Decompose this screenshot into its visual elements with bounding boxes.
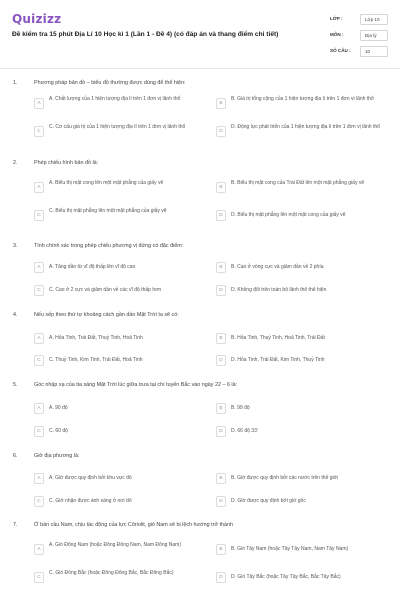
class-label: LỚP : <box>330 16 343 21</box>
option-text: D. Động lực phát triển của 1 hiện tượng địa lí trên 1 đơn vị lãnh thổ <box>231 124 380 130</box>
option-letter: A <box>34 98 44 109</box>
option-text: C. Thuỷ Tinh, Kim Tinh, Trái Đất, Hoả Tinh <box>49 357 143 363</box>
worksheet-meta <box>330 13 388 61</box>
option-letter: A <box>34 473 44 484</box>
option-text: C. Cao ở 2 cực và giảm dần về các vĩ độ thấp hơn <box>49 287 162 293</box>
quizizz-logo: Quizizz <box>12 12 62 26</box>
option-text: A. Hỏa Tinh, Trái Đất, Thuỷ Tinh, Hoả Tinh <box>49 335 143 341</box>
option-letter: D <box>216 210 226 221</box>
option-letter: D <box>216 355 226 366</box>
worksheet-title: Đề kiểm tra 15 phút Địa Lí 10 Học kì 1 (Lần 1 - Đề 4) (có đáp án và thang điểm chi tiết) <box>12 31 279 38</box>
option-text: D. Biểu thị mặt phẳng lên một mặt cong của giấy vẽ <box>231 212 346 218</box>
class-field <box>330 13 388 29</box>
option-text: C. Cơ cấu giá trị của 1 hiện tượng địa lí trên 1 đơn vị lãnh thổ <box>49 124 186 130</box>
question-number: 7. <box>13 522 18 528</box>
option-text: D. Giờ được quy định bởi giờ gốc <box>231 498 306 504</box>
option-letter: B <box>216 544 226 555</box>
option-letter: B <box>216 98 226 109</box>
option-letter: C <box>34 210 44 221</box>
question-text: Nếu xếp theo thứ tự khoảng cách gần dần Mặt Trời ta sẽ có: <box>34 312 179 318</box>
option-text: C. Gió Đông Bắc (hoặc Đông Đông Bắc, Bắc Đông Bắc) <box>49 570 174 576</box>
option-text: B. Gió Tây Nam (hoặc Tây Tây Nam, Nam Tây Nam) <box>231 546 349 552</box>
option-text: D. Gió Tây Bắc (hoặc Tây Tây Bắc, Bắc Tây Bắc) <box>231 574 341 580</box>
option-letter: D <box>216 496 226 507</box>
option-letter: C <box>34 285 44 296</box>
subject-value: Địa lý <box>360 30 388 41</box>
option-text: D. 66 độ 33' <box>231 428 258 434</box>
question-text: Phương pháp bản đồ – biểu đồ thường được dùng để thể hiện: <box>34 80 186 86</box>
option-text: B. Hỏa Tinh, Thuỷ Tinh, Hoả Tinh, Trái Đất <box>231 335 325 341</box>
option-text: B. Giá trị tổng cộng của 1 hiện tượng địa lí trên 1 đơn vị lãnh thổ <box>231 96 374 102</box>
subject-field <box>330 29 388 45</box>
option-text: C. Giờ nhận được ánh sáng ở nơi đó <box>49 498 132 504</box>
question-text: Tính chính xác trong phép chiếu phương vị đứng có đặc điểm: <box>34 243 184 249</box>
option-letter: B <box>216 473 226 484</box>
question-number: 6. <box>13 453 18 459</box>
option-text: D. Hỏa Tinh, Trái Đất, Kim Tinh, Thuỷ Tinh <box>231 357 325 363</box>
option-text: A. Gió Đông Nam (hoặc Đông Đông Nam, Nam Đông Nam) <box>49 542 181 548</box>
option-letter: D <box>216 426 226 437</box>
option-text: D. Không đổi trên toàn bộ lãnh thổ thể hiện <box>231 287 327 293</box>
option-text: B. Giờ được quy định bởi các nước trên thế giới <box>231 475 339 481</box>
option-letter: B <box>216 333 226 344</box>
option-letter: D <box>216 285 226 296</box>
option-text: B. 99 độ <box>231 405 250 411</box>
question-number: 3. <box>13 243 18 249</box>
option-letter: A <box>34 333 44 344</box>
question-number: 1. <box>13 80 18 86</box>
header-divider <box>0 68 400 69</box>
option-text: A. Chất lượng của 1 hiện tượng địa lí trên 1 đơn vị lãnh thổ <box>49 96 181 102</box>
option-letter: B <box>216 262 226 273</box>
option-letter: B <box>216 182 226 193</box>
option-letter: D <box>216 126 226 137</box>
option-letter: A <box>34 403 44 414</box>
option-letter: A <box>34 182 44 193</box>
question-number: 4. <box>13 312 18 318</box>
option-text: A. Giờ được quy định bởi khu vực đó <box>49 475 132 481</box>
question-number: 2. <box>13 160 18 166</box>
option-text: C. 60 độ <box>49 428 68 434</box>
option-letter: C <box>34 426 44 437</box>
option-letter: D <box>216 572 226 583</box>
question-count-label: SỐ CÂU : <box>330 48 351 53</box>
class-value: Lớp 10 <box>360 14 388 25</box>
option-text: A. 90 độ <box>49 405 68 411</box>
option-letter: C <box>34 496 44 507</box>
question-count-value: 10 <box>360 46 388 57</box>
worksheet-header <box>0 0 400 66</box>
option-text: C. Biểu thị mặt phẳng lên một mặt phẳng của giấy vẽ <box>49 208 167 214</box>
subject-label: MÔN : <box>330 32 344 37</box>
question-text: Ở bán cầu Nam, chịu tác động của lực Côriolit, gió Nam sẽ bị lệch hướng trở thành <box>34 522 233 528</box>
option-text: B. Biểu thị mặt cong của Trái Đất lên một mặt phẳng giấy vẽ <box>231 180 365 186</box>
option-letter: C <box>34 572 44 583</box>
question-text: Giờ địa phương là: <box>34 453 80 459</box>
option-text: A. Tăng dần từ vĩ độ thấp lên vĩ độ cao <box>49 264 136 270</box>
question-text: Phép chiếu hình bản đồ là: <box>34 160 99 166</box>
option-text: A. Biểu thị mặt cong lên một mặt phẳng của giấy vẽ <box>49 180 164 186</box>
option-letter: B <box>216 403 226 414</box>
option-letter: A <box>34 544 44 555</box>
option-letter: C <box>34 126 44 137</box>
question-count-field <box>330 45 388 61</box>
option-letter: A <box>34 262 44 273</box>
question-number: 5. <box>13 382 18 388</box>
question-text: Góc nhập xạ của tia sáng Mặt Trời lúc giữa trưa tại chí tuyến Bắc vào ngày 22 – 6 là: <box>34 382 238 388</box>
option-text: B. Cao ở vòng cực và giảm dần về 2 phía <box>231 264 324 270</box>
option-letter: C <box>34 355 44 366</box>
